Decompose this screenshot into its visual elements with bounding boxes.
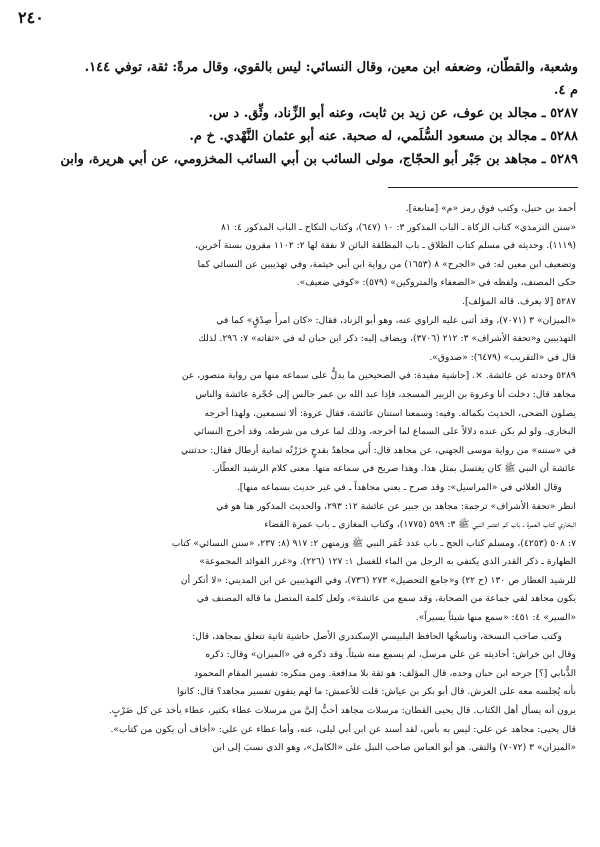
footnote-line: ٧: ٥٠٨ (٤٢٥٣)، ومسلم كتاب الحج ـ باب عدد عُمَر النبي ﷺ وزمنهن ٢: ٩١٧ (٨: ٢٣٧، «سنن النسائي» كتاب bbox=[171, 537, 576, 549]
main-line: م ٤. bbox=[553, 83, 578, 98]
main-line: وشعبة، والقطّان، وضعفه ابن معين، وقال النسائي: ليس بالقوي، وقال مرةً: ثقة، توفي ١٤٤. bbox=[84, 60, 578, 75]
footnote-line: (١١١٩). وحديثه في مسلم كتاب الطلاق ـ باب المطلقة البائن لا نفقة لها ٢: ١١٠٢ مقرون بستة آخرين، bbox=[195, 240, 576, 252]
page-number: ٢٤٠ bbox=[18, 8, 44, 27]
footnote-line: وتضعيف ابن معين له: في «الجرح» ٨ (١٦٥٣) من رواية ابن أبي خيثمة، وفي تهذيبين عن النسائي كما bbox=[197, 258, 576, 270]
footnote-line: وقال ابن خراش: أحاديثه عن علي مرسل، لم يسمع منه شيئاً. وقد ذكره في «الميزان» وقال: ذكره bbox=[205, 649, 576, 661]
footnote-line: قال يحيى: مجاهد عن علي: ليس به بأس، لقد أسند عن ابن أبي ليلى، عنه، وأما عطاء عن علي: «أخاف أن يكون من كتاب». bbox=[110, 723, 576, 735]
footnote-line: مجاهد قال: دخلت أنا وعروة بن الزبير المسجد، فإذا عبد الله بن عمر جالس إلى حُجْرة عائشة والناس bbox=[195, 388, 576, 400]
footnote-line: الذُّبابي [؟] جرحه ابن حبان وحده، قال المؤلف: هو ثقة بلا مدافعة. ومن منكره: تفسير المقام المحمود bbox=[194, 667, 576, 679]
footnote-line: وقال العلائي في «المراسيل»: وقد صرح ـ يعني مجاهداً ـ في غير حديث بسماعه منها]. bbox=[236, 481, 562, 493]
footnotes bbox=[22, 200, 576, 758]
footnote-line: للرشيد العطار ص ١٣٠ (ح ٢٢) و«جامع التحصيل» ٢٧٣ (٧٣٦)، وفي التهذيبين عن ابن المديني: «لا أنكر أن bbox=[180, 574, 576, 586]
footnote-line: «سنن الترمذي» كتاب الزكاة ـ الباب المذكور ٣: ١٠ (٦٤٧)، وكتاب النكاح ـ الباب المذكور ٤: ٨١ bbox=[221, 221, 576, 233]
footnote-line: «السير» ٤: ٤٥١: «سمع منها شيئاً يسيراً». bbox=[415, 612, 576, 624]
footnote-line: «الميزان» ٣ (٧٠٧٢) والتقي. هو أبو العباس صاحب النبل على «الكامل»، وهو الذي نسبَ إلى ابن bbox=[212, 742, 576, 754]
footnote-line: حكى المصنف، ولفظه في «الضعفاء والمتروكين» (٥٧٩): «كوفي ضعيف». bbox=[296, 277, 576, 289]
footnote-line: البخاري كتاب العمرة ـ باب كم اعتمر النبي ﷺ ٣: ٥٩٩ (١٧٧٥)، وكتاب المغازي ـ باب عمرة القضاء bbox=[264, 519, 576, 531]
footnote-line: ٥٢٨٩ وحدثه عن عائشة. ×. [حاشية مفيدة: في الصحيحين ما يدلُّ على سماعه منها من رواية منصور، عن bbox=[181, 370, 576, 382]
main-line: ٥٢٨٨ ـ مجالد بن مسعود السُّلَمي، له صحبة. عنه أبو عثمان النَّهْدي. خ م. bbox=[189, 129, 578, 144]
footnote-line: يكون مجاهد لقي جماعة من الصحابة، وقد سمع من عائشة»، ولعل كلمة المتصل ما قاله المصنف في bbox=[196, 593, 576, 605]
footnote-line: في «سننه» من رواية موسى الجهني، عن مجاهد قال: أُتي مجاهدٌ بقدحٍ حَزَرْتُه ثمانية أرطال فقال: حدثتني bbox=[181, 444, 576, 456]
footnote-line: عائشة أن النبي ﷺ كان يغتسل بمثل هذا. وهذا صريح في سماعه منها. معنى كلام الرشيد العطّار. bbox=[212, 463, 576, 475]
footnote-line: وكتب صاحب النسخة، وناسخُها الحافظ البلبيسي الإسكندري الأصل حاشية ثانية تتعلق بمجاهد، قال: bbox=[192, 630, 562, 642]
main-text bbox=[28, 56, 578, 171]
footnote-line: التهذيبين و«تحفة الأشراف» ٣: ٢١٢ (٣٧٠٦)، ويضاف إليه: ذكر ابن حبان له في «ثقاته» ٧: ٢٩٦. لذلك bbox=[198, 333, 576, 345]
footnote-line: يرون أنه يسأل أهل الكتاب. قال يحيى القطان: مرسلات مجاهد أحبُّ إليَّ من مرسلات عطاء بكثير، عطاء يأخذ عن كل ضَرْبٍ. bbox=[108, 705, 576, 717]
footnote-separator bbox=[388, 187, 578, 188]
footnote-line: انظر «تحفة الأشراف» ترجمة: مجاهد بن جبير عن عائشة ١٢: ٢٩٣، والحديث المذكور هنا هو في bbox=[216, 500, 576, 512]
main-line: ٥٢٨٩ ـ مجاهد بن جَبْر أبو الحجّاج، مولى السائب بن أبي السائب المخزومي، عن أبي هريرة، وابن bbox=[60, 152, 578, 167]
footnote-line: بأنه يُجلسه معه على العرش. قال أبو بكر بن عياش: قلت للأعمش: ما لهم يتقون تفسير مجاهد؟ قال: كانوا bbox=[177, 686, 576, 698]
footnote-line: يصلون الضحى، الحديث بكماله. وفيه: وسمعنا استنان عائشة، فقال عروة: ألا تسمعين، ولهذا أخرجه bbox=[204, 407, 576, 419]
footnote-line: أحمد بن حنبل، وكتب فوق رمز «م» [متابعة]. bbox=[405, 203, 576, 214]
main-line: ٥٢٨٧ ـ مجالد بن عوف، عن زيد بن ثابت، وعنه أبو الزِّناد، وثِّق. د س. bbox=[208, 106, 578, 121]
footnote-line: «الميزان» ٣ (٧٠٧١)، وقد أثنى عليه الراوي عنه، وهو أبو الزناد، فقال: «كان امرأً صِدْقٍ» كما في bbox=[216, 314, 576, 326]
footnote-line: الطهارة ـ ذكر القدر الذي يكتفي به الرجل من الماء للغسل ١: ١٢٧ (٢٢٦). و«غرر الفوائد المجموعة» bbox=[199, 556, 576, 568]
footnote-line: البخاري. ولو لم يكن عنده دلالاً على السماع لما أخرجه، وذلك لما عرف من شرطه. وقد أخرج النسائي bbox=[193, 426, 576, 438]
footnote-line: قال في «التقريب» (٦٤٧٩): «صدوق». bbox=[429, 351, 576, 363]
footnote-line: ٥٢٨٧ [لا يعرف. قاله المؤلف]. bbox=[462, 295, 576, 307]
